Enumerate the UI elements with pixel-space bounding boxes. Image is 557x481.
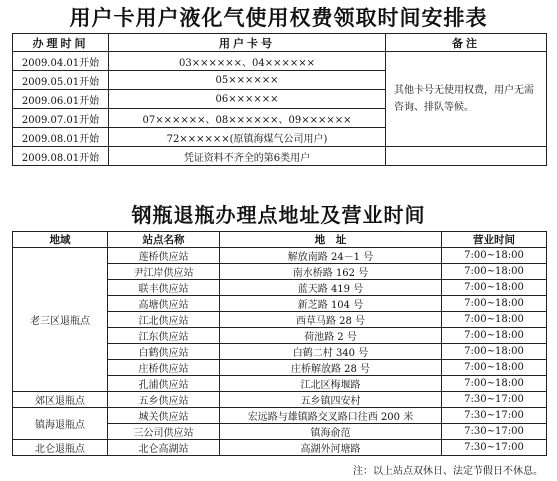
station-cell: 江北供应站 [108,312,220,328]
station-cell: 莲桥供应站 [108,248,220,264]
hours-cell: 7:00~18:00 [442,360,547,376]
station-cell: 五乡供应站 [108,392,220,408]
row-card: 07××××××、08××××××、09×××××× [109,109,386,128]
table1-title: 用户卡用户液化气使用权费领取时间安排表 [69,6,488,30]
row-card: 72××××××(原镇海煤气公司用户) [109,128,386,147]
address-cell: 解放南路 24－1 号 [220,248,442,264]
station-cell: 高塘供应站 [108,296,220,312]
address-cell: 荷池路 2 号 [220,328,442,344]
station-cell: 孔浦供应站 [108,376,220,392]
row-time: 2009.06.01开始 [13,90,109,109]
address-cell: 西草马路 28 号 [220,312,442,328]
hours-cell: 7:00~18:00 [442,312,547,328]
address-cell: 宏远路与雄镇路交叉路口往西 200 米 [220,408,442,424]
table-row [13,392,547,408]
empty-note-cell [386,147,547,166]
region-cell: 镇海退瓶点 [13,408,108,440]
row-time: 2009.04.01开始 [13,52,109,71]
station-cell: 城关供应站 [108,408,220,424]
table2-title: 钢瓶退瓶办理点地址及营业时间 [131,203,426,227]
table2-header-row [13,232,547,248]
address-cell: 蓝天路 419 号 [220,280,442,296]
address-cell: 高湖外河塘路 [220,440,442,456]
table1-row [13,147,547,166]
address-cell: 庄桥解放路 28 号 [220,360,442,376]
address-cell: 五乡镇四安村 [220,392,442,408]
header-time: 办理时间 [13,34,109,52]
hours-cell: 7:00~18:00 [442,296,547,312]
row-time: 2009.07.01开始 [13,109,109,128]
table1-row [13,52,547,71]
hours-cell: 7:00~18:00 [442,328,547,344]
region-cell: 郊区退瓶点 [13,392,108,408]
header-address: 地 址 [220,232,442,248]
station-cell: 三公司供应站 [108,424,220,440]
hours-cell: 7:30~17:00 [442,440,547,456]
station-cell: 庄桥供应站 [108,360,220,376]
table-row [13,248,547,264]
row-time: 2009.05.01开始 [13,71,109,90]
address-cell: 白鹤二村 340 号 [220,344,442,360]
hours-cell: 7:00~18:00 [442,344,547,360]
hours-cell: 7:00~18:00 [442,248,547,264]
row-card: 凭证资料不齐全的第6类用户 [109,147,386,166]
header-station: 站点名称 [108,232,220,248]
region-cell: 北仑退瓶点 [13,440,108,456]
header-card: 用户卡号 [109,34,386,52]
footnote: 注：以上站点双休日、法定节假日不休息。 [353,466,543,477]
header-region: 地域 [13,232,108,248]
hours-cell: 7:00~18:00 [442,376,547,392]
header-note: 备注 [386,34,547,52]
hours-cell: 7:30~17:00 [442,424,547,440]
row-time: 2009.08.01开始 [13,147,109,166]
note-cell: 其他卡号无使用权费，用户无需咨询、排队等候。 [386,52,547,147]
table-row [13,440,547,456]
row-card: 03××××××、04×××××× [109,52,386,71]
hours-cell: 7:30~17:00 [442,392,547,408]
station-cell: 白鹤供应站 [108,344,220,360]
address-cell: 南水桥路 162 号 [220,264,442,280]
table1-header-row [13,34,547,52]
station-cell: 江东供应站 [108,328,220,344]
hours-cell: 7:30~17:00 [442,408,547,424]
station-cell: 北仑高湖站 [108,440,220,456]
table2-body [13,248,547,456]
station-cell: 联丰供应站 [108,280,220,296]
row-card: 05×××××× [109,71,386,90]
header-hours: 营业时间 [442,232,547,248]
station-cell: 尹江岸供应站 [108,264,220,280]
hours-cell: 7:00~18:00 [442,264,547,280]
cylinder-return-table [12,231,547,456]
table-row [13,408,547,424]
address-cell: 镇海俞范 [220,424,442,440]
address-cell: 江北区梅堰路 [220,376,442,392]
address-cell: 新芝路 104 号 [220,296,442,312]
region-cell: 老三区退瓶点 [13,248,108,392]
row-card: 06×××××× [109,90,386,109]
gas-fee-schedule-table [12,33,547,166]
row-time: 2009.08.01开始 [13,128,109,147]
hours-cell: 7:00~18:00 [442,280,547,296]
